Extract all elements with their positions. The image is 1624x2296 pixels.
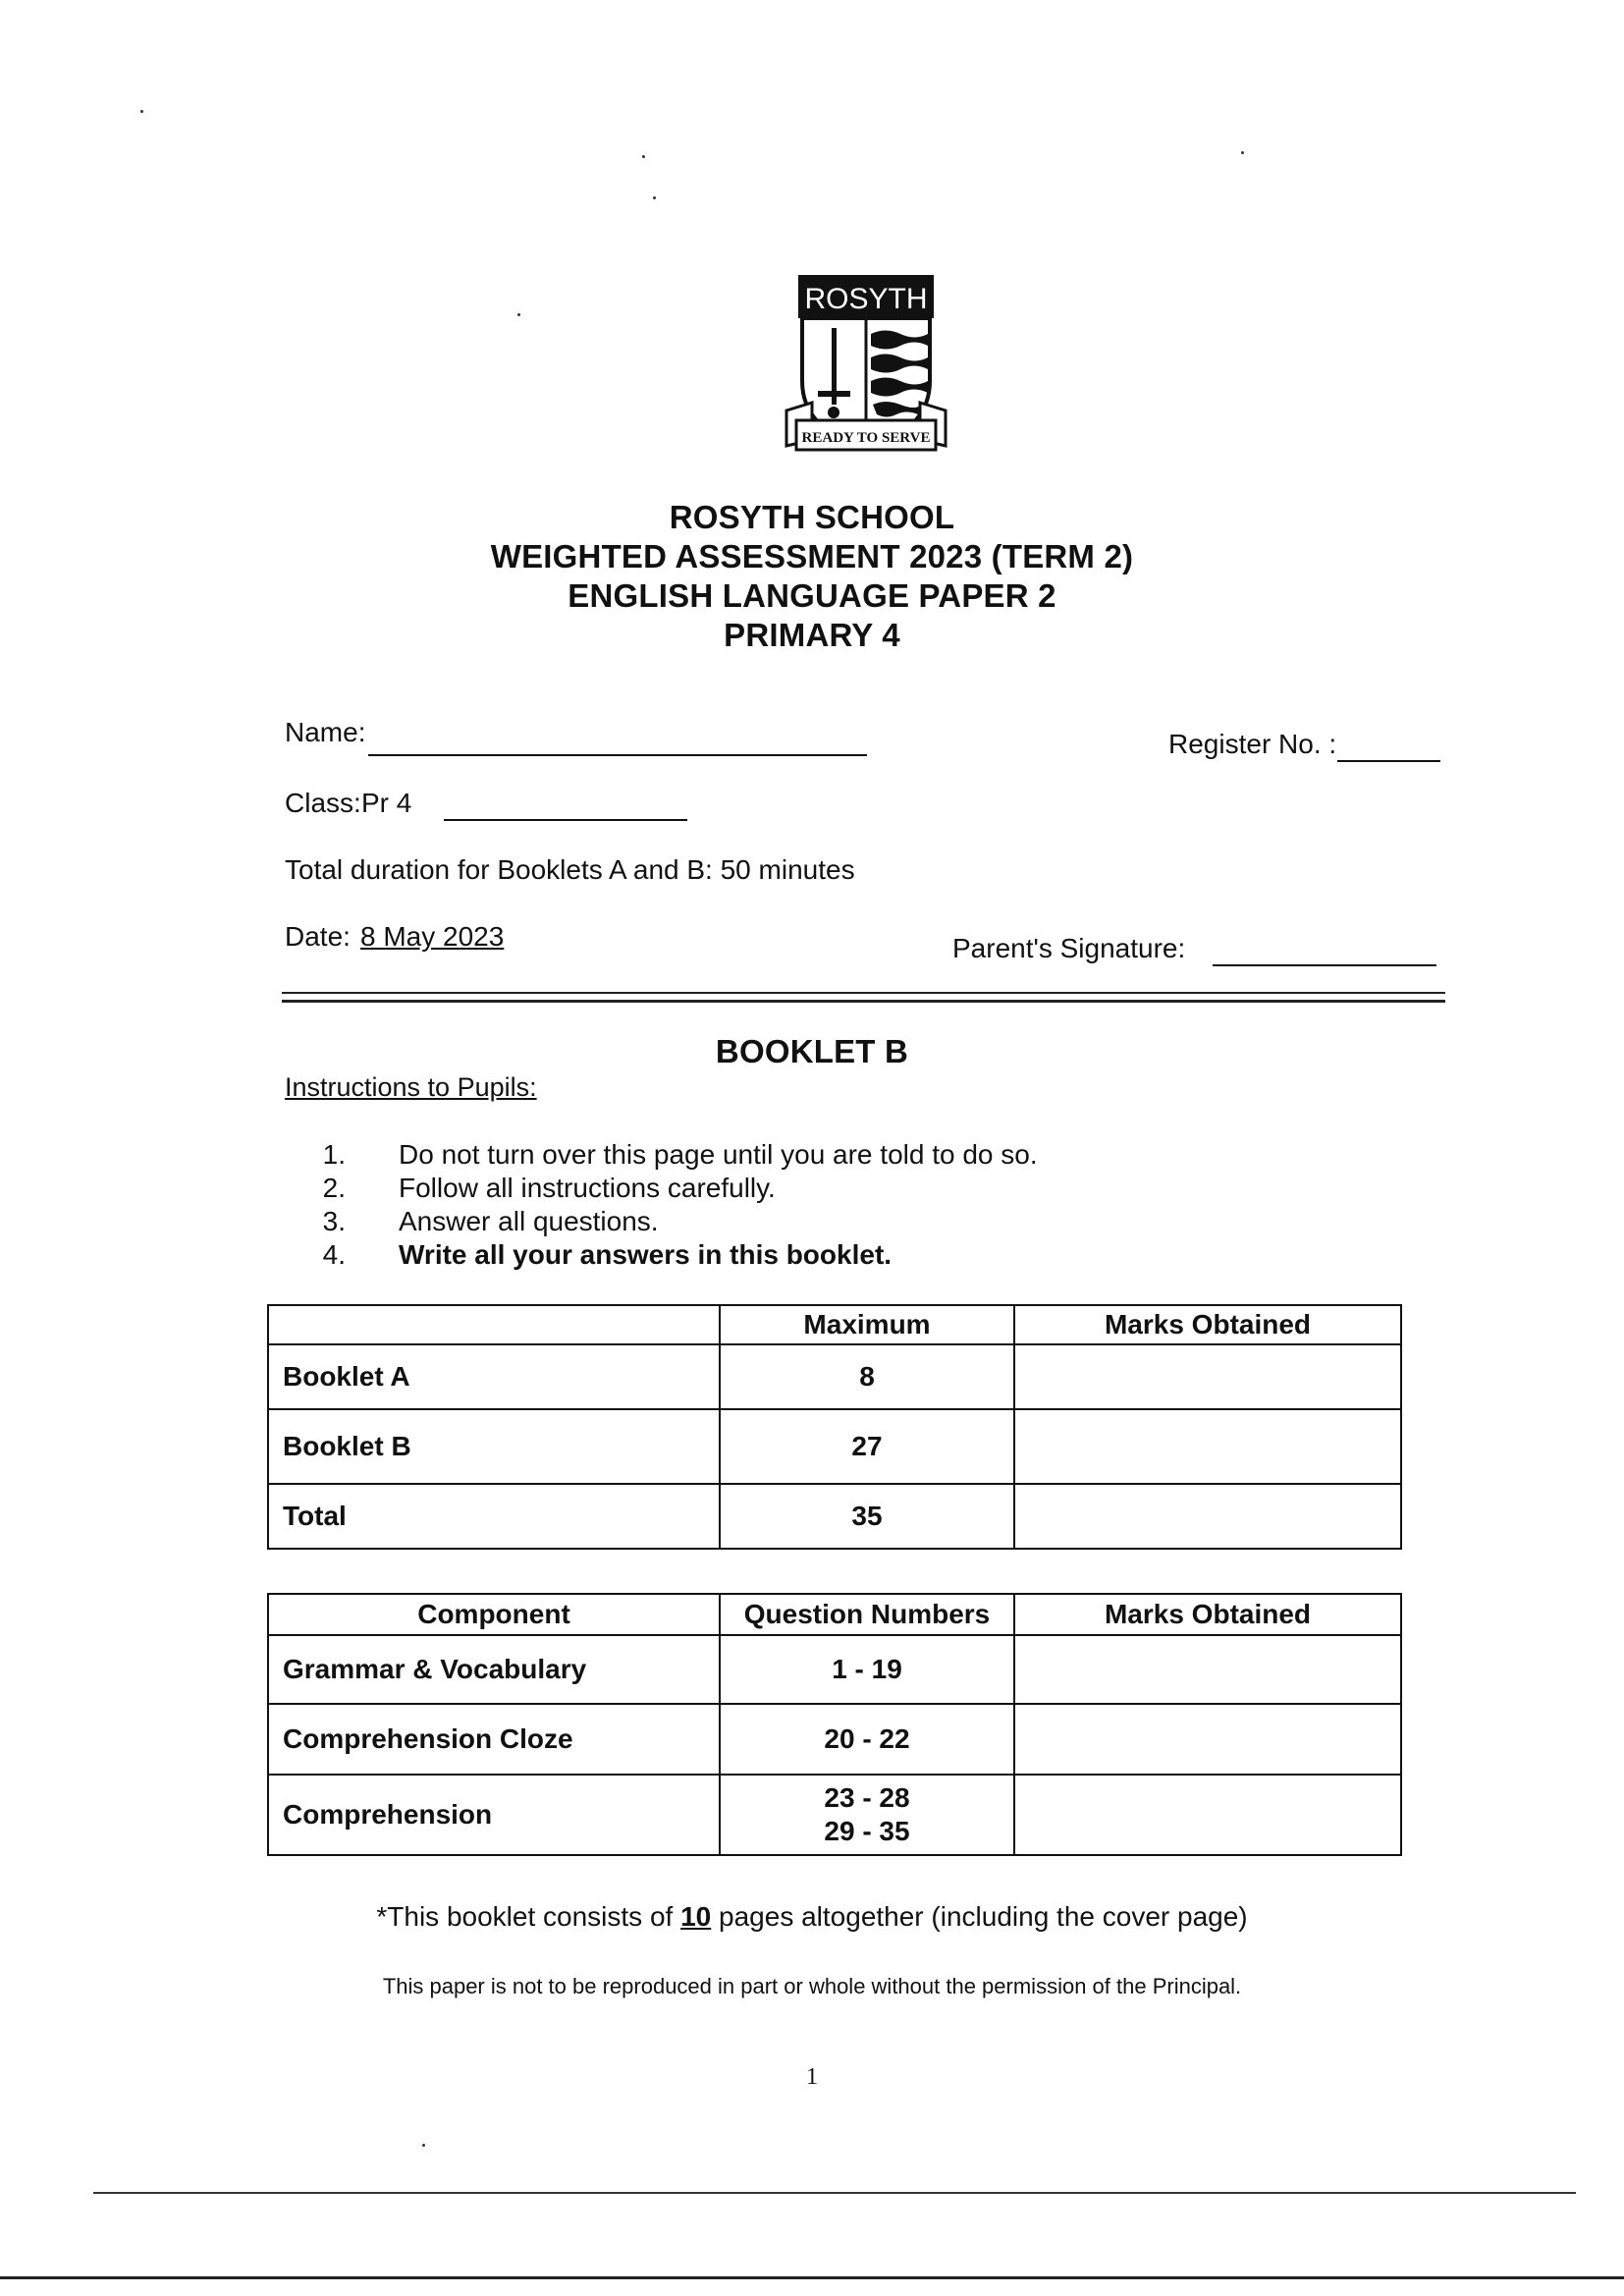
register-label: Register No. : [1168, 729, 1337, 759]
table-header-cell [268, 1305, 720, 1344]
table-cell: Comprehension [268, 1775, 720, 1855]
instruction-item: 3. Answer all questions. [322, 1206, 659, 1236]
table-cell: Comprehension Cloze [268, 1704, 720, 1775]
table-cell: 1 - 19 [720, 1635, 1014, 1704]
table-row [268, 1344, 1401, 1409]
duration-text: Total duration for Booklets A and B: 50 minutes [285, 854, 855, 885]
question-range: 23 - 28 [824, 1782, 910, 1813]
scan-speck [517, 313, 520, 316]
table-cell: 35 [720, 1484, 1014, 1549]
divider-rule [282, 1000, 1445, 1003]
marks-obtained-cell[interactable] [1014, 1775, 1401, 1855]
scan-speck [1241, 151, 1244, 154]
marks-table [267, 1304, 1402, 1550]
svg-text:ROSYTH: ROSYTH [804, 283, 928, 315]
svg-text:READY TO SERVE: READY TO SERVE [801, 430, 931, 446]
scan-speck [140, 110, 143, 113]
scan-speck [422, 2144, 425, 2147]
table-row [268, 1635, 1401, 1704]
school-crest-logo [783, 273, 949, 455]
page-count: 10 [680, 1901, 712, 1932]
table-header-cell: Maximum [720, 1305, 1014, 1344]
table-cell: Grammar & Vocabulary [268, 1635, 720, 1704]
class-label: Class: [285, 788, 361, 818]
instruction-item: 2. Follow all instructions carefully. [322, 1173, 776, 1203]
scan-speck [653, 196, 656, 199]
scan-edge-line [0, 2276, 1624, 2279]
table-cell: Booklet A [268, 1344, 720, 1409]
table-cell: 20 - 22 [720, 1704, 1014, 1775]
signature-field[interactable] [1213, 964, 1436, 966]
table-header-cell: Marks Obtained [1014, 1305, 1401, 1344]
instructions-heading: Instructions to Pupils: [285, 1072, 537, 1102]
assessment-title: WEIGHTED ASSESSMENT 2023 (TERM 2) [490, 538, 1134, 574]
divider-rule [282, 992, 1445, 994]
table-header-row [268, 1594, 1401, 1635]
table-cell: Booklet B [268, 1409, 720, 1484]
marks-obtained-cell[interactable] [1014, 1484, 1401, 1549]
page-number: 1 [806, 2064, 818, 2090]
booklet-title: BOOKLET B [715, 1033, 909, 1069]
marks-obtained-cell[interactable] [1014, 1704, 1401, 1775]
copyright-note: This paper is not to be reproduced in part or whole without the permission of the Principal. [382, 1974, 1242, 1998]
scan-edge-line [93, 2192, 1576, 2194]
class-field[interactable] [444, 819, 687, 821]
table-row [268, 1409, 1401, 1484]
instruction-item: 1. Do not turn over this page until you are told to do so. [322, 1139, 1038, 1170]
instruction-item: 4. Write all your answers in this booklet. [322, 1239, 893, 1270]
scan-speck [642, 155, 645, 158]
date-label: Date: [285, 921, 351, 952]
table-header-row [268, 1305, 1401, 1344]
name-label: Name: [285, 717, 366, 747]
table-header-cell: Question Numbers [720, 1594, 1014, 1635]
table-header-cell: Component [268, 1594, 720, 1635]
table-row [268, 1775, 1401, 1855]
name-field[interactable] [368, 754, 867, 756]
table-row [268, 1704, 1401, 1775]
table-row [268, 1484, 1401, 1549]
date-value: 8 May 2023 [360, 921, 505, 952]
marks-obtained-cell[interactable] [1014, 1635, 1401, 1704]
page-count-note: *This booklet consists of 10 pages altogether (including the cover page) [376, 1901, 1248, 1932]
table-header-cell: Marks Obtained [1014, 1594, 1401, 1635]
component-table [267, 1593, 1402, 1856]
table-cell: Total [268, 1484, 720, 1549]
signature-label: Parent's Signature: [952, 933, 1186, 963]
class-value: Pr 4 [361, 788, 412, 818]
marks-obtained-cell[interactable] [1014, 1344, 1401, 1409]
paper-title: ENGLISH LANGUAGE PAPER 2 [568, 577, 1056, 614]
level-title: PRIMARY 4 [724, 617, 900, 653]
instructions-list [310, 1139, 1194, 1273]
table-cell: 8 [720, 1344, 1014, 1409]
table-cell [720, 1775, 1014, 1855]
question-range: 29 - 35 [824, 1816, 910, 1846]
register-field[interactable] [1337, 760, 1440, 762]
marks-obtained-cell[interactable] [1014, 1409, 1401, 1484]
school-name: ROSYTH SCHOOL [669, 499, 955, 535]
table-cell: 27 [720, 1409, 1014, 1484]
